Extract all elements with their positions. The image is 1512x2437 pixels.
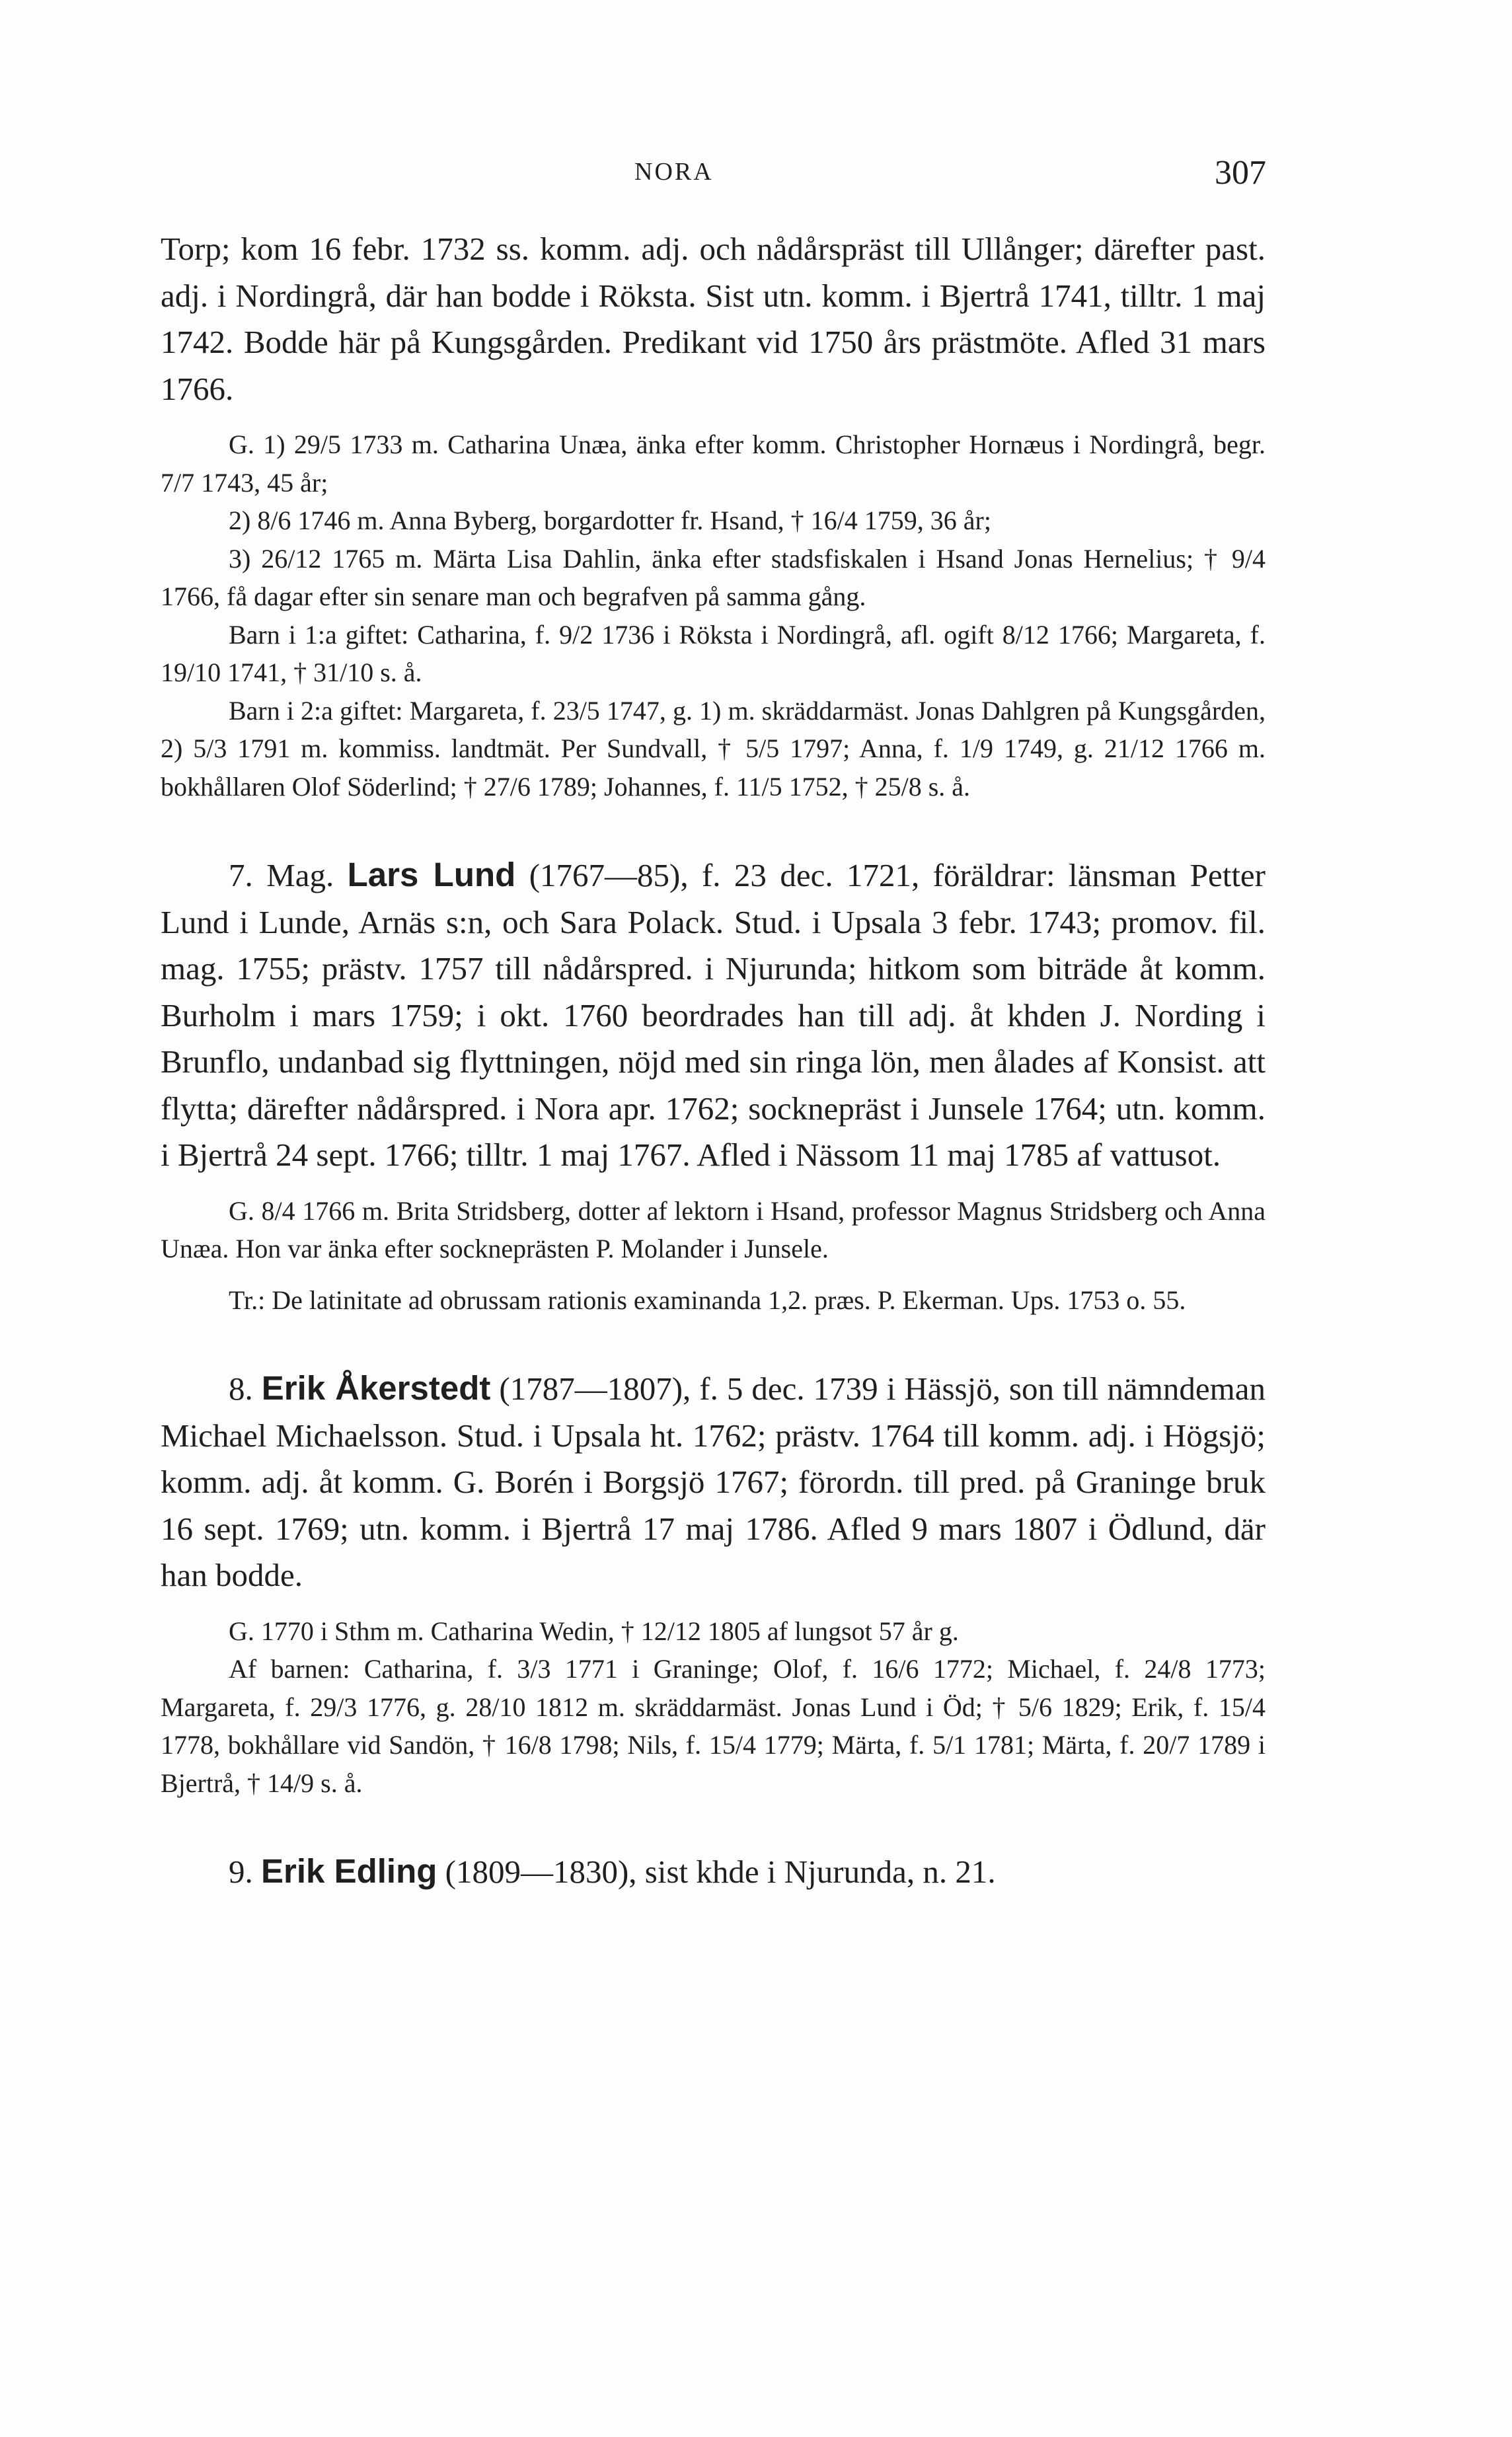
paragraph-children-1: Barn i 1:a giftet: Catharina, f. 9/2 1736 i Röksta i Nordingrå, afl. ogift 8/12 1766; Margareta, f. 19/10 1741, † 31/10 s. å. xyxy=(161,619,1266,687)
page-number: 307 xyxy=(1215,154,1266,192)
entry-erik-edling xyxy=(161,1848,1266,1896)
entry-number: 9. xyxy=(229,1854,253,1890)
entry-text: (1787—1807), f. 5 dec. 1739 i Hässjö, son till nämndeman Michael Michaelsson. Stud. i Upsala ht. 1762; prästv. 1764 till komm. adj. i Högsjö; komm. adj. åt komm. G. Borén i Borgsjö 1767; förordn. till pred. på Graninge bruk 16 sept. 1769; utn. komm. i Bjertrå 17 maj 1786. Afled 9 mars 1807 i Ödlund, där han bodde. xyxy=(161,1370,1266,1593)
entry-erik-akerstedt xyxy=(161,1365,1266,1599)
running-header xyxy=(0,154,1512,204)
entry-number: 7. Mag. xyxy=(229,857,334,893)
entry-name: Lars Lund xyxy=(347,856,516,893)
paragraph-akerstedt-children: Af barnen: Catharina, f. 3/3 1771 i Graninge; Olof, f. 16/6 1772; Michael, f. 24/8 1773; Margareta, f. 29/3 1776, g. 28/10 1812 m. skräddarmäst. Jonas Lund i Öd; † 5/6 1829; Erik, f. 15/4 1778, bokhållare vid Sandön, † 16/8 1798; Nils, f. 15/4 1779; Märta, f. 5/1 1781; Märta, f. 20/7 1789 i Bjertrå, † 14/9 s. å. xyxy=(161,1654,1266,1798)
paragraph-marriage-1: G. 1) 29/5 1733 m. Catharina Unæa, änka efter komm. Christopher Hornæus i Nordingrå, begr. 7/7 1743, 45 år; xyxy=(161,430,1266,498)
entry-text: (1809—1830), sist khde i Njurunda, n. 21. xyxy=(445,1854,996,1890)
paragraph-torp: Torp; kom 16 febr. 1732 ss. komm. adj. och nådårspräst till Ullånger; därefter past. adj. i Nordingrå, där han bodde i Röksta. Sist utn. komm. i Bjertrå 1741, tilltr. 1 maj 1742. Bodde här på Kungsgården. Predikant vid 1750 års prästmöte. Afled 31 mars 1766. xyxy=(161,231,1266,407)
paragraph-lund-marriage: G. 8/4 1766 m. Brita Stridsberg, dotter af lektorn i Hsand, professor Magnus Stridsberg och Anna Unæa. Hon var änka efter sockneprästen P. Molander i Junsele. xyxy=(161,1195,1266,1263)
entry-number: 8. xyxy=(229,1370,253,1407)
paragraph-children-2: Barn i 2:a giftet: Margareta, f. 23/5 1747, g. 1) m. skräddarmäst. Jonas Dahlgren på Kungsgården, 2) 5/3 1791 m. kommiss. landtmät. Per Sundvall, † 5/5 1797; Anna, f. 1/9 1749, g. 21/12 1766 m. bokhållaren Olof Söderlind; † 27/6 1789; Johannes, f. 11/5 1752, † 25/8 s. å. xyxy=(161,695,1266,802)
page-body xyxy=(161,226,1266,1896)
entry-name: Erik Åkerstedt xyxy=(261,1369,491,1407)
paragraph-lund-print: Tr.: De latinitate ad obrussam rationis examinanda 1,2. præs. P. Ekerman. Ups. 1753 o. 55. xyxy=(229,1285,1186,1315)
running-title: NORA xyxy=(634,158,714,186)
paragraph-akerstedt-marriage: G. 1770 i Sthm m. Catharina Wedin, † 12/12 1805 af lungsot 57 år g. xyxy=(229,1616,959,1646)
entry-lars-lund xyxy=(161,852,1266,1179)
paragraph-marriage-2: 2) 8/6 1746 m. Anna Byberg, borgardotter fr. Hsand, † 16/4 1759, 36 år; xyxy=(229,506,991,535)
entry-name: Erik Edling xyxy=(261,1852,437,1890)
paragraph-marriage-3: 3) 26/12 1765 m. Märta Lisa Dahlin, änka efter stadsfiskalen i Hsand Jonas Hernelius; † 9/4 1766, få dagar efter sin senare man och begrafven på samma gång. xyxy=(161,543,1266,611)
entry-text: (1767—85), f. 23 dec. 1721, föräldrar: länsman Petter Lund i Lunde, Arnäs s:n, och Sara Polack. Stud. i Upsala 3 febr. 1743; promov. fil. mag. 1755; prästv. 1757 till nådårspred. i Njurunda; hitkom som biträde åt komm. Burholm i mars 1759; i okt. 1760 beordrades han till adj. åt khden J. Nording i Brunflo, undanbad sig flyttningen, nöjd med sin ringa lön, men ålades af Konsist. att flytta; därefter nådårspred. i Nora apr. 1762; socknepräst i Junsele 1764; utn. komm. i Bjertrå 24 sept. 1766; tilltr. 1 maj 1767. Afled i Nässom 11 maj 1785 af vattusot. xyxy=(161,857,1266,1173)
